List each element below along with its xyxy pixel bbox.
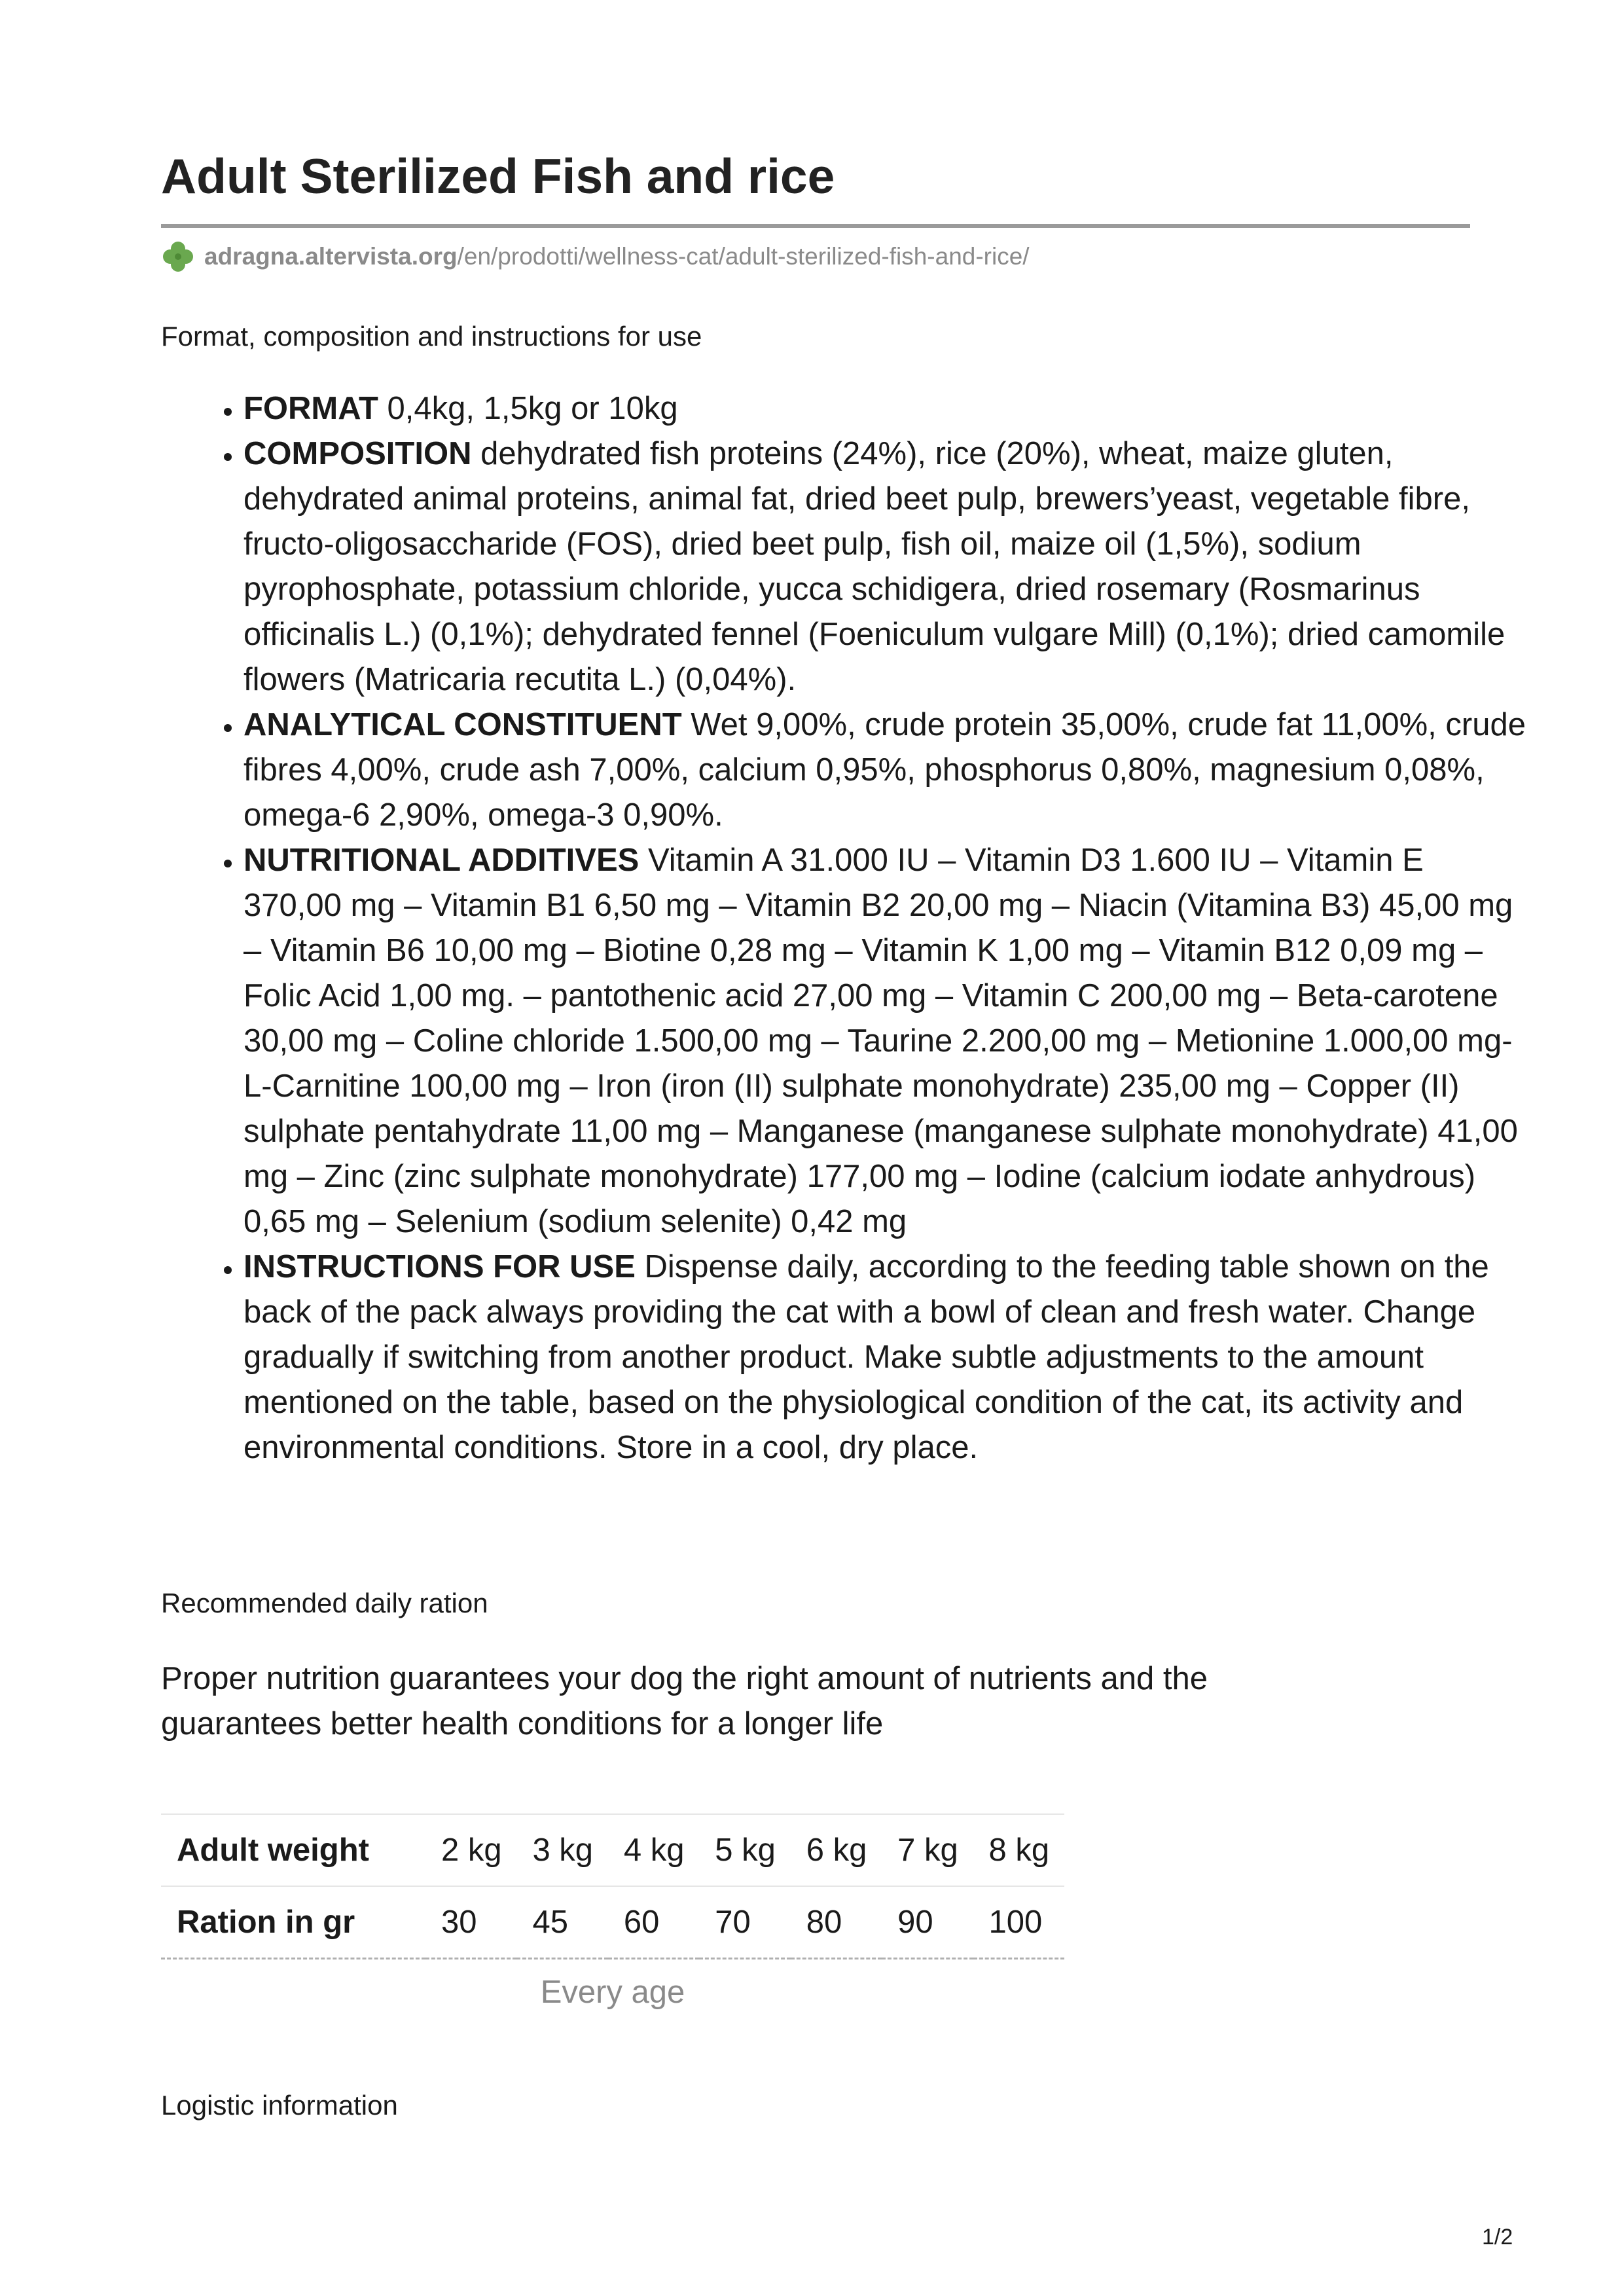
weight-row-header: Adult weight: [161, 1814, 425, 1886]
ration-table: [161, 1813, 1064, 1959]
detail-text: Wet 9,00%, crude protein 35,00%, crude fat 11,00%, crude fibres 4,00%, crude ash 7,00%, calcium 0,95%, phosphorus 0,80%, magnesium 0,08%, omega-6 2,90%, omega-3 0,90%.: [243, 707, 1526, 833]
detail-text: Dispense daily, according to the feeding table shown on the back of the pack always providing the cat with a bowl of clean and fresh water. Change gradually if switching from another product. Make subtle adjustments to the amount mentioned on the table, based on the physiological condition of the cat, its activity and environmental conditions. Store in a cool, dry place.: [243, 1249, 1489, 1465]
list-item: [243, 431, 1526, 702]
detail-key: ANALYTICAL CONSTITUENT: [243, 707, 682, 742]
table-row: [161, 1814, 1064, 1886]
source-path: /en/prodotti/wellness-cat/adult-sterilized-fish-and-rice/: [457, 243, 1030, 270]
table-cell: 7 kg: [882, 1814, 973, 1886]
list-item: [243, 702, 1526, 838]
source-domain: adragna.altervista.org: [204, 243, 458, 270]
detail-key: NUTRITIONAL ADDITIVES: [243, 843, 640, 878]
ration-row-header: Ration in gr: [161, 1886, 425, 1959]
page-number: 1/2: [1482, 2225, 1513, 2250]
source-url[interactable]: [161, 238, 1030, 275]
table-cell: 3 kg: [516, 1814, 607, 1886]
table-cell: 30: [425, 1886, 516, 1959]
table-row: [161, 1886, 1064, 1959]
green-clover-icon: [161, 240, 195, 274]
section-heading-ration: Recommended daily ration: [161, 1588, 488, 1618]
table-cell: 5 kg: [699, 1814, 790, 1886]
ration-intro: Proper nutrition guarantees your dog the right amount of nutrients and the guarantees better health conditions for a longer life: [161, 1661, 1208, 1741]
table-cell: 80: [791, 1886, 882, 1959]
detail-key: COMPOSITION: [243, 436, 472, 471]
table-cell: 70: [699, 1886, 790, 1959]
list-item: [243, 386, 1526, 431]
product-details-list: [196, 386, 1526, 1470]
table-caption: Every age: [540, 1975, 685, 2010]
section-heading-format: Format, composition and instructions for use: [161, 321, 702, 352]
table-cell: 2 kg: [425, 1814, 516, 1886]
list-item: [243, 1245, 1526, 1470]
table-cell: 100: [973, 1886, 1064, 1959]
table-cell: 6 kg: [791, 1814, 882, 1886]
detail-text: Vitamin A 31.000 IU – Vitamin D3 1.600 IU – Vitamin E 370,00 mg – Vitamin B1 6,50 mg – Vitamin B2 20,00 mg – Niacin (Vitamina B3) 45,00 mg – Vitamin B6 10,00 mg – Biotine 0,28 mg – Vitamin K 1,00 mg – Vitamin B12 0,09 mg – Folic Acid 1,00 mg. – pantothenic acid 27,00 mg – Vitamin C 200,00 mg – Beta-carotene 30,00 mg – Coline chloride 1.500,00 mg – Taurine 2.200,00 mg – Metionine 1.000,00 mg- L-Carnitine 100,00 mg – Iron (iron (II) sulphate monohydrate) 235,00 mg – Copper (II) sulphate pentahydrate 11,00 mg – Manganese (manganese sulphate monohydrate) 41,00 mg – Zinc (zinc sulphate monohydrate) 177,00 mg – Iodine (calcium iodate anhydrous) 0,65 mg – Selenium (sodium selenite) 0,42 mg: [243, 843, 1518, 1239]
table-cell: 90: [882, 1886, 973, 1959]
table-cell: 4 kg: [608, 1814, 699, 1886]
detail-key: INSTRUCTIONS FOR USE: [243, 1249, 636, 1285]
table-cell: 60: [608, 1886, 699, 1959]
list-item: [243, 838, 1526, 1245]
section-heading-logistic: Logistic information: [161, 2090, 398, 2121]
table-cell: 45: [516, 1886, 607, 1959]
detail-key: FORMAT: [243, 391, 378, 426]
detail-text: 0,4kg, 1,5kg or 10kg: [378, 391, 678, 426]
detail-text: dehydrated fish proteins (24%), rice (20%), wheat, maize gluten, dehydrated animal proteins, animal fat, dried beet pulp, brewers’yeast, vegetable fibre, fructo-oligosaccharide (FOS), dried beet pulp, fish oil, maize oil (1,5%), sodium pyrophosphate, potassium chloride, yucca schidigera, dried rosemary (Rosmarinus officinalis L.) (0,1%); dehydrated fennel (Foeniculum vulgare Mill) (0,1%); dried camomile flowers (Matricaria recutita L.) (0,04%).: [243, 436, 1505, 697]
title-divider: [161, 224, 1470, 228]
page-title: Adult Sterilized Fish and rice: [161, 149, 835, 204]
table-cell: 8 kg: [973, 1814, 1064, 1886]
